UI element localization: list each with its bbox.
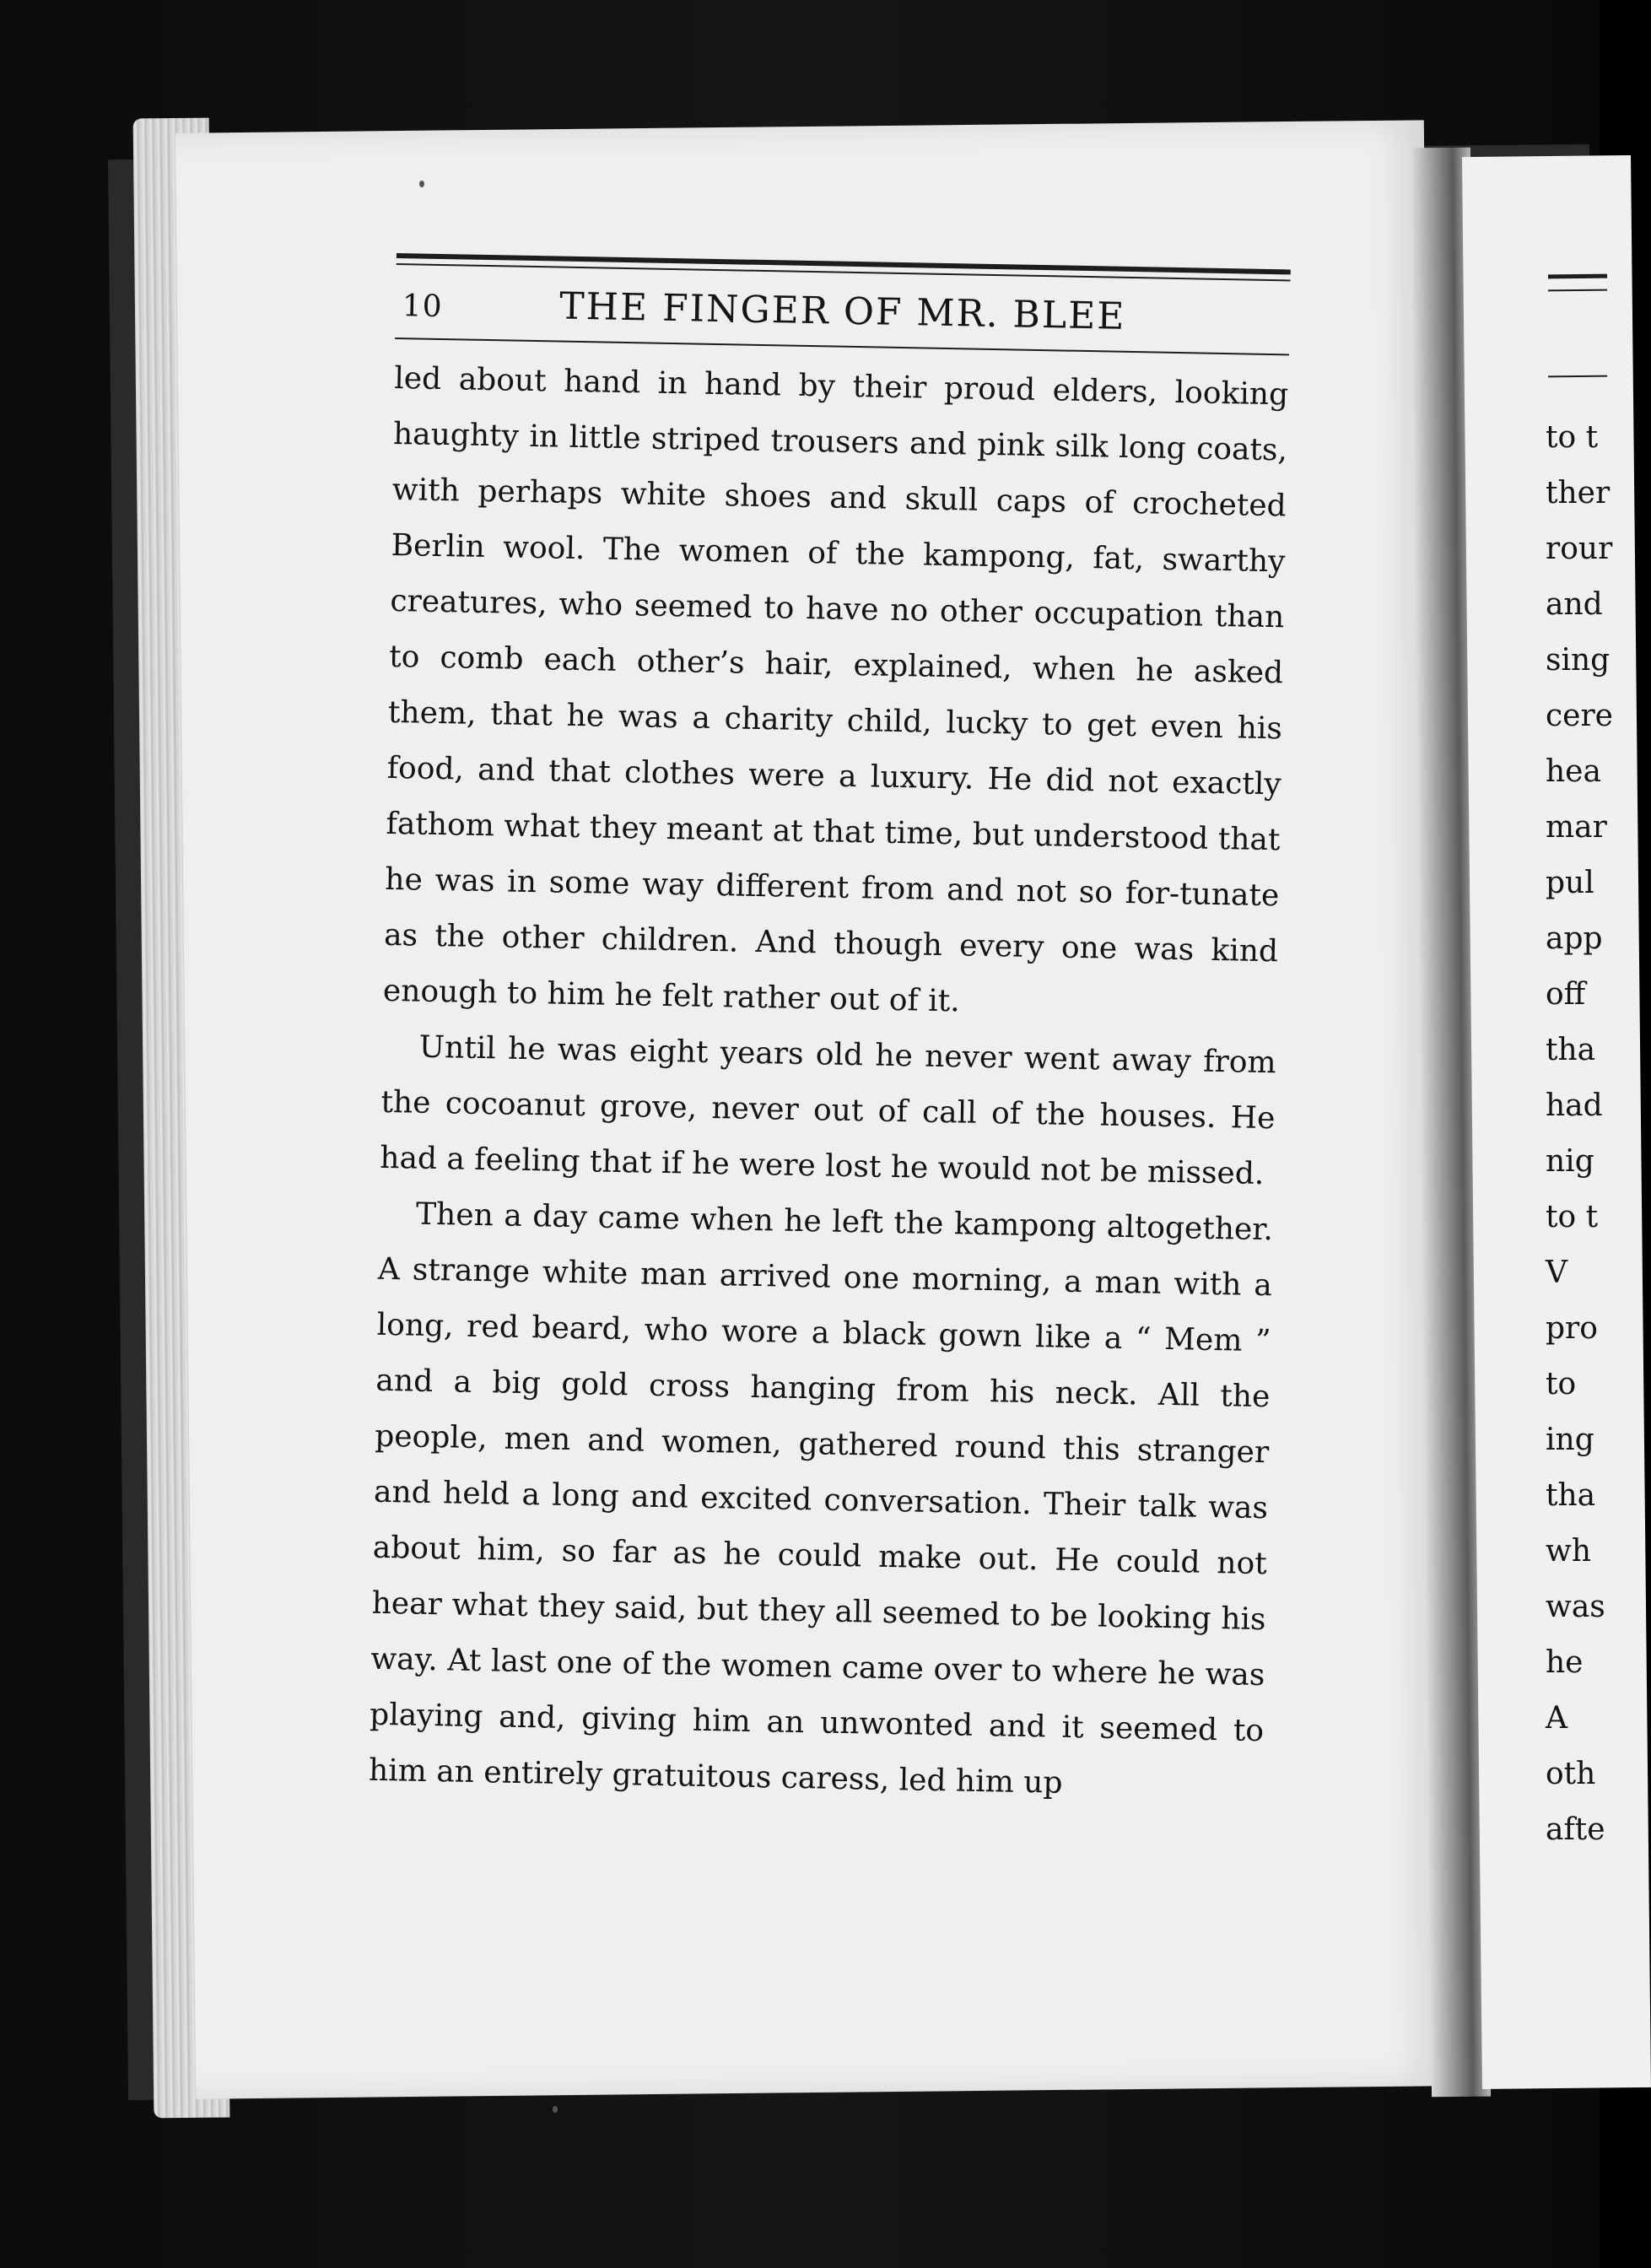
right-page-line-fragment: ing (1546, 1423, 1594, 1457)
right-page-line-fragment: A (1546, 1701, 1567, 1736)
right-page-line-fragment: sing (1546, 643, 1611, 678)
right-header-rule-thick (1548, 274, 1607, 279)
right-page-line-fragment: hea (1546, 754, 1601, 789)
right-page-line-fragment: was (1546, 1590, 1605, 1624)
right-page-line-fragment: tha (1546, 1033, 1596, 1067)
running-head-title: THE FINGER OF MR. BLEE (558, 284, 1126, 338)
right-page-line-fragment: wh (1546, 1534, 1591, 1569)
right-page-line-fragment: had (1546, 1088, 1603, 1123)
right-page-line-fragment: app (1546, 921, 1603, 956)
right-page-line-fragment: cere (1546, 699, 1613, 733)
right-page-line-fragment: pro (1546, 1311, 1598, 1346)
left-page-text-block (368, 253, 1290, 1815)
right-page-line-fragment: and (1546, 587, 1603, 622)
right-page-line-fragment: tha (1546, 1478, 1596, 1513)
right-page-line-fragment: oth (1546, 1757, 1596, 1791)
right-page-line-fragment: off (1546, 977, 1586, 1012)
right-page-line-fragment: ther (1546, 476, 1611, 510)
right-page-line-fragment: nig (1546, 1144, 1594, 1179)
paragraph-2: Until he was eight years old he never went away from the cocoanut grove, never out of call of the houses. He had a feeling that if he were lost he would not be missed. (379, 1029, 1276, 1192)
dust-speck (553, 2106, 558, 2113)
paragraph-3: Then a day came when he left the kampong altogether. A strange white man arrived one morning, a man with a long, red beard, who wore a black gown like a “ Mem ” and a big gold cross hanging from his neck. All the people, men and women, gathered round this stranger and held a long and excited conversation. Their talk was about him, so far as he could make out. He could not hear what they said, but they all seemed to be looking his way. At last one of the women came over to where he was playing and, giving him an unwonted and it seemed to him an entirely gratuitous caress, led him up (368, 1196, 1274, 1801)
right-page-line-fragment: afte (1546, 1812, 1605, 1847)
dust-speck (419, 181, 424, 187)
right-page-line-fragment: mar (1546, 810, 1607, 845)
right-page-text-fragments (1546, 410, 1613, 1858)
right-page-line-fragment: to t (1546, 1200, 1599, 1234)
right-page-line-fragment: he (1546, 1645, 1584, 1680)
right-page-line-fragment: to (1546, 1367, 1577, 1401)
right-page-line-fragment: V (1546, 1256, 1567, 1290)
right-page-line-fragment: pul (1546, 866, 1594, 900)
right-page-line-fragment: rour (1546, 532, 1613, 566)
paragraph-1: led about hand in hand by their proud elders, looking haughty in little striped trousers and pink silk long coats, with perhaps white shoes and skull caps of crocheted Berlin wool. The women of the kampong, fat, swarthy creatures, who seemed to have no other occupation than to comb each other’s hair, explained, when he asked them, that he was a charity child, lucky to get even his food, and that clothes were a luxury. He did not exactly fathom what they meant at that time, but understood that he was in some way different from and not so for-tunate as the other children. And though every one was kind enough to him he felt rather out of it. (382, 360, 1289, 1019)
page-number: 10 (402, 289, 444, 325)
right-page-line-fragment: to t (1546, 420, 1599, 455)
